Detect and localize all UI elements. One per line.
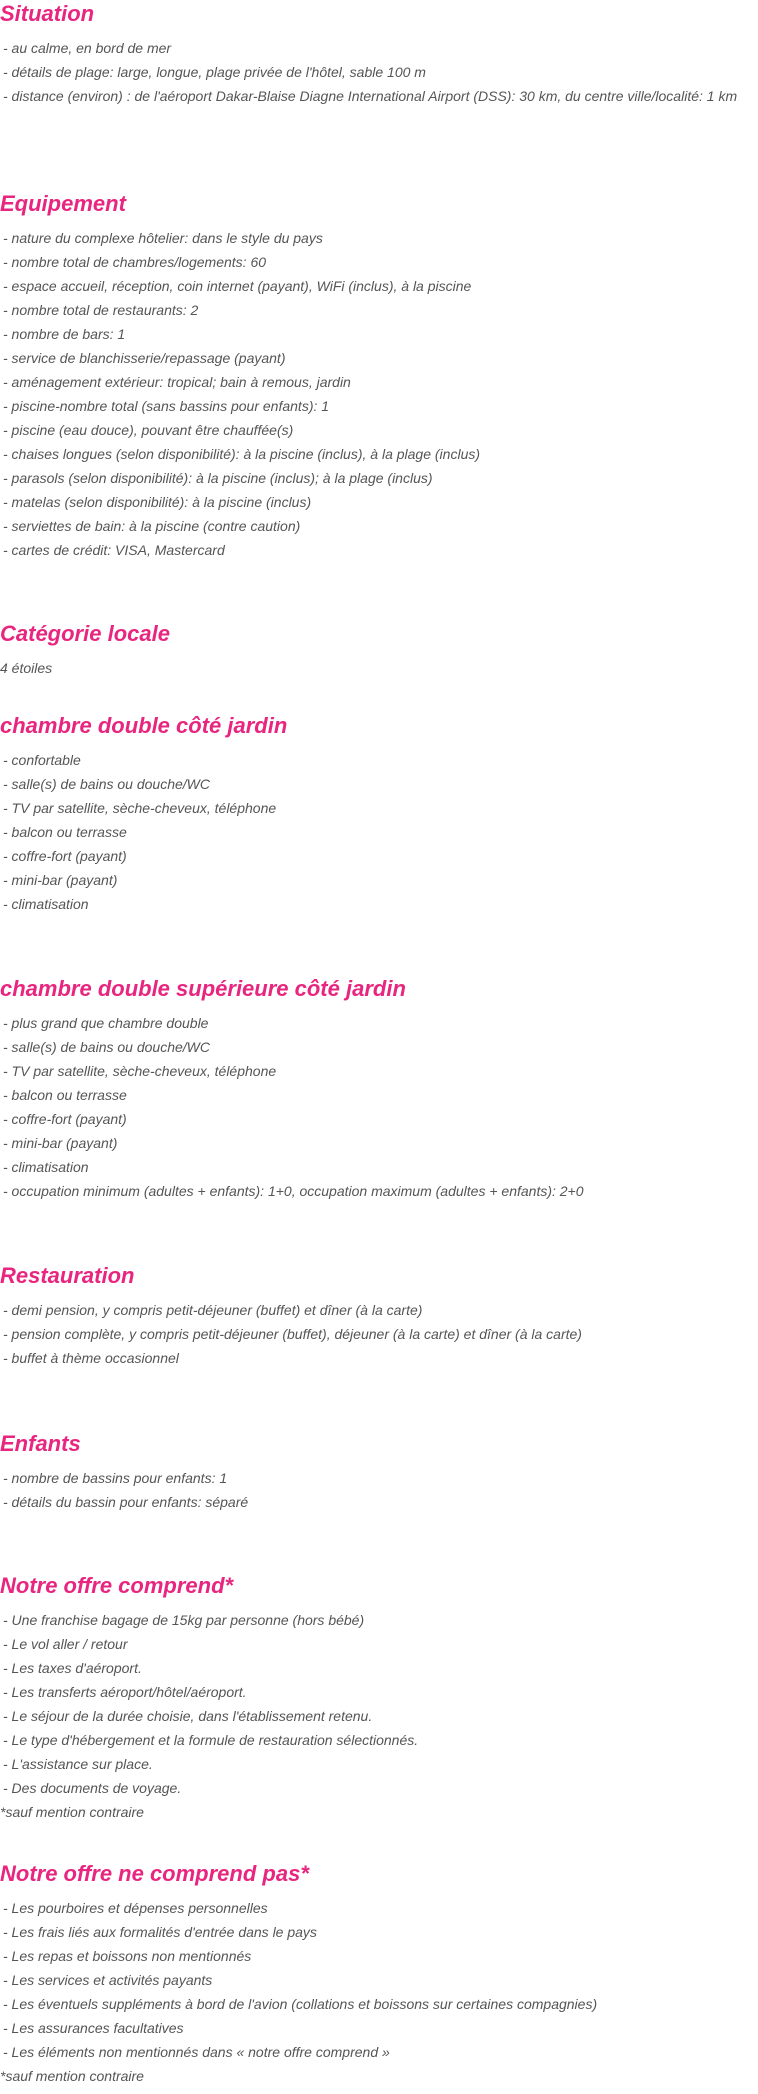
section-5 <box>0 975 740 1203</box>
section-4 <box>0 712 740 916</box>
list-item: - piscine (eau douce), pouvant être chauffée(s) <box>3 422 294 438</box>
section-lines <box>0 656 740 680</box>
section-title: Notre offre ne comprend pas* <box>0 1861 309 1886</box>
list-item: - Le type d'hébergement et la formule de restauration sélectionnés. <box>3 1732 419 1748</box>
section-lines <box>0 1608 740 1824</box>
section-8 <box>0 1572 740 1824</box>
list-item: - L'assistance sur place. <box>3 1756 153 1772</box>
list-item: - coffre-fort (payant) <box>3 848 127 864</box>
list-item: - Une franchise bagage de 15kg par personne (hors bébé) <box>3 1612 365 1628</box>
list-item: - Les éventuels suppléments à bord de l'avion (collations et boissons sur certaines compagnies) <box>3 1996 598 2012</box>
list-item: - Des documents de voyage. <box>3 1780 182 1796</box>
section-title: Equipement <box>0 191 126 216</box>
section-6 <box>0 1262 740 1370</box>
section-lines <box>0 226 740 562</box>
list-item: - Les taxes d'aéroport. <box>3 1660 142 1676</box>
footnote: *sauf mention contraire <box>0 1804 144 1820</box>
list-item: - nombre de bars: 1 <box>3 326 126 342</box>
list-item: - pension complète, y compris petit-déjeuner (buffet), déjeuner (à la carte) et dîner (à la carte) <box>3 1326 582 1342</box>
list-item: - Les transferts aéroport/hôtel/aéroport. <box>3 1684 247 1700</box>
list-item: - nombre total de restaurants: 2 <box>3 302 199 318</box>
list-item: - climatisation <box>3 1159 89 1175</box>
list-item: - aménagement extérieur: tropical; bain à remous, jardin <box>3 374 351 390</box>
section-2 <box>0 190 740 562</box>
list-item: - piscine-nombre total (sans bassins pour enfants): 1 <box>3 398 330 414</box>
section-3 <box>0 620 740 680</box>
list-item: - mini-bar (payant) <box>3 1135 118 1151</box>
list-item: - Les éléments non mentionnés dans « notre offre comprend » <box>3 2044 390 2060</box>
footnote: *sauf mention contraire <box>0 2068 144 2084</box>
list-item: - parasols (selon disponibilité): à la piscine (inclus); à la plage (inclus) <box>3 470 433 486</box>
list-item: 4 étoiles <box>0 660 53 676</box>
list-item: - TV par satellite, sèche-cheveux, téléphone <box>3 1063 277 1079</box>
list-item: - chaises longues (selon disponibilité): à la piscine (inclus), à la plage (inclus) <box>3 446 481 462</box>
list-item: - détails de plage: large, longue, plage privée de l'hôtel, sable 100 m <box>3 64 426 80</box>
section-1 <box>0 0 740 108</box>
section-lines <box>0 1896 740 2088</box>
list-item: - Les repas et boissons non mentionnés <box>3 1948 252 1964</box>
list-item: - salle(s) de bains ou douche/WC <box>3 776 210 792</box>
list-item: - plus grand que chambre double <box>3 1015 209 1031</box>
list-item: - balcon ou terrasse <box>3 824 127 840</box>
list-item: - Le vol aller / retour <box>3 1636 128 1652</box>
section-title: chambre double supérieure côté jardin <box>0 976 406 1001</box>
section-title: chambre double côté jardin <box>0 713 288 738</box>
list-item: - climatisation <box>3 896 89 912</box>
list-item: - Les frais liés aux formalités d'entrée dans le pays <box>3 1924 317 1940</box>
section-7 <box>0 1430 740 1514</box>
section-lines <box>0 1298 740 1370</box>
list-item: - demi pension, y compris petit-déjeuner (buffet) et dîner (à la carte) <box>3 1302 423 1318</box>
section-title: Catégorie locale <box>0 621 170 646</box>
list-item: - salle(s) de bains ou douche/WC <box>3 1039 210 1055</box>
list-item: - coffre-fort (payant) <box>3 1111 127 1127</box>
list-item: - nature du complexe hôtelier: dans le style du pays <box>3 230 323 246</box>
section-9 <box>0 1860 740 2088</box>
list-item: - mini-bar (payant) <box>3 872 118 888</box>
list-item: - Les assurances facultatives <box>3 2020 184 2036</box>
section-title: Situation <box>0 1 95 26</box>
list-item: - balcon ou terrasse <box>3 1087 127 1103</box>
section-lines <box>0 748 740 916</box>
list-item: - détails du bassin pour enfants: séparé <box>3 1494 249 1510</box>
section-title: Restauration <box>0 1263 135 1288</box>
section-lines <box>0 1466 740 1514</box>
list-item: - Le séjour de la durée choisie, dans l'établissement retenu. <box>3 1708 373 1724</box>
list-item: - serviettes de bain: à la piscine (contre caution) <box>3 518 301 534</box>
section-lines <box>0 1011 740 1203</box>
list-item: - nombre de bassins pour enfants: 1 <box>3 1470 228 1486</box>
list-item: - service de blanchisserie/repassage (payant) <box>3 350 286 366</box>
list-item: - Les services et activités payants <box>3 1972 213 1988</box>
list-item: - nombre total de chambres/logements: 60 <box>3 254 267 270</box>
section-title: Notre offre comprend* <box>0 1573 234 1598</box>
list-item: - occupation minimum (adultes + enfants): 1+0, occupation maximum (adultes + enfants): 2+0 <box>3 1183 584 1199</box>
list-item: - confortable <box>3 752 81 768</box>
section-title: Enfants <box>0 1431 81 1456</box>
list-item: - cartes de crédit: VISA, Mastercard <box>3 542 225 558</box>
list-item: - espace accueil, réception, coin internet (payant), WiFi (inclus), à la piscine <box>3 278 472 294</box>
list-item: - distance (environ) : de l'aéroport Dakar-Blaise Diagne International Airport (DSS): 30 km, du centre ville/localité: 1 km <box>3 88 738 104</box>
list-item: - matelas (selon disponibilité): à la piscine (inclus) <box>3 494 312 510</box>
list-item: - Les pourboires et dépenses personnelles <box>3 1900 268 1916</box>
list-item: - buffet à thème occasionnel <box>3 1350 179 1366</box>
list-item: - au calme, en bord de mer <box>3 40 172 56</box>
list-item: - TV par satellite, sèche-cheveux, téléphone <box>3 800 277 816</box>
section-lines <box>0 36 740 108</box>
